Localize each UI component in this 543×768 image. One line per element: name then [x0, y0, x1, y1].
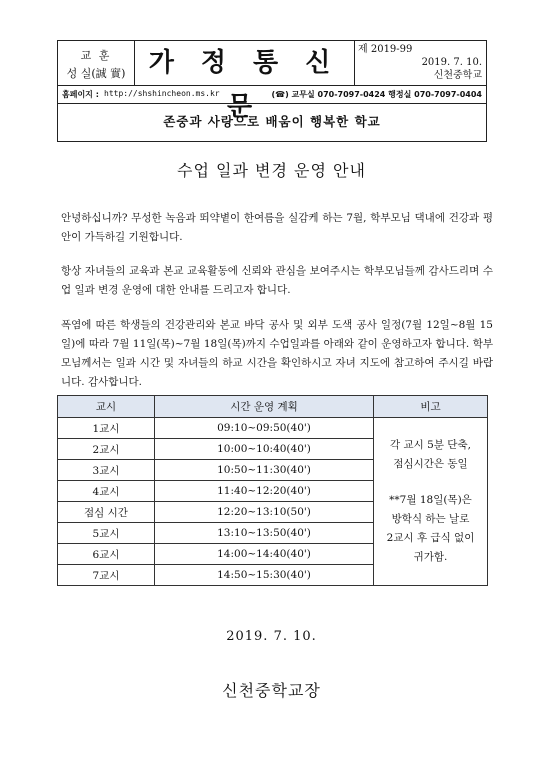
time-cell: 14:00~14:40(40'): [155, 544, 374, 565]
note-line: 각 교시 5분 단축,: [390, 439, 471, 451]
footer-date: 2019. 7. 10.: [226, 629, 317, 644]
principal-signature: 신천중학교장: [222, 681, 321, 700]
time-cell: 10:00~10:40(40'): [155, 439, 374, 460]
school-motto: [58, 41, 135, 85]
time-cell: 09:10~09:50(40'): [155, 418, 374, 439]
note-line: 2교시 후 급식 없이: [386, 532, 475, 544]
note-line: **7월 18일(목)은: [389, 494, 472, 506]
header-note: 비고: [374, 396, 488, 418]
period-cell: 3교시: [58, 460, 155, 481]
period-cell: 2교시: [58, 439, 155, 460]
issue-meta: [358, 43, 482, 82]
homepage-link[interactable]: http://shshincheon.ms.kr: [104, 89, 220, 98]
schedule-table: [57, 395, 488, 586]
notice-title: 수업 일과 변경 운영 안내: [177, 161, 366, 180]
school-name: 신천중학교: [433, 70, 482, 81]
motto-text: 성 실(誠 實): [66, 67, 126, 80]
time-cell: 11:40~12:20(40'): [155, 481, 374, 502]
paragraph-thanks: 항상 자녀들의 교육과 본교 교육활동에 신뢰와 관심을 보여주시는 학부모님들께 감사드리며 수업 일과 변경 운영에 대한 안내를 드리고자 합니다.: [61, 265, 493, 296]
note-line: 방학식 하는 날로: [391, 513, 470, 525]
newsletter-title: 가 정 통 신 문: [134, 41, 355, 85]
phone-numbers: (☎) 교무실 070-7097-0424 행정실 070-7097-0404: [271, 90, 482, 99]
paragraph-details: 폭염에 따른 학생들의 건강관리와 본교 바닥 공사 및 외부 도색 공사 일정(7월 12일~8월 15일)에 따라 7월 11일(목)~7월 18일(목)까지 수업일과를 아래와 같이 운영하고자 합니다. 학부모님께서는 일과 시간 및 자녀들의 하교 시간을 확인하시고 자녀 지도에 참고하여 주시길 바랍니다. 감사합니다.: [61, 319, 493, 388]
note-cell: [374, 418, 488, 586]
note-line: 점심시간은 동일: [393, 458, 468, 470]
issue-number: 제 2019-99: [358, 44, 413, 55]
period-cell: 점심 시간: [58, 502, 155, 523]
school-slogan: 존중과 사랑으로 배움이 행복한 학교: [163, 114, 381, 129]
period-cell: 4교시: [58, 481, 155, 502]
table-row: [58, 418, 488, 439]
motto-label: 교 훈: [80, 49, 112, 62]
issue-date: 2019. 7. 10.: [421, 57, 482, 68]
period-cell: 1교시: [58, 418, 155, 439]
time-cell: 14:50~15:30(40'): [155, 565, 374, 586]
header-period: 교시: [58, 396, 155, 418]
paragraph-greeting: 안녕하십니까? 무성한 녹음과 뙤약볕이 한여름을 실감케 하는 7월, 학부모님 댁내에 건강과 평안이 가득하길 기원합니다.: [61, 212, 493, 243]
time-cell: 12:20~13:10(50'): [155, 502, 374, 523]
header-time: 시간 운영 계획: [155, 396, 374, 418]
homepage-label: 홈페이지 :: [62, 90, 99, 99]
newsletter-header: [57, 40, 487, 142]
period-cell: 5교시: [58, 523, 155, 544]
period-cell: 6교시: [58, 544, 155, 565]
contact-row: [58, 85, 486, 104]
time-cell: 13:10~13:50(40'): [155, 523, 374, 544]
period-cell: 7교시: [58, 565, 155, 586]
time-cell: 10:50~11:30(40'): [155, 460, 374, 481]
table-header-row: [58, 396, 488, 418]
note-line: 귀가함.: [413, 551, 448, 563]
